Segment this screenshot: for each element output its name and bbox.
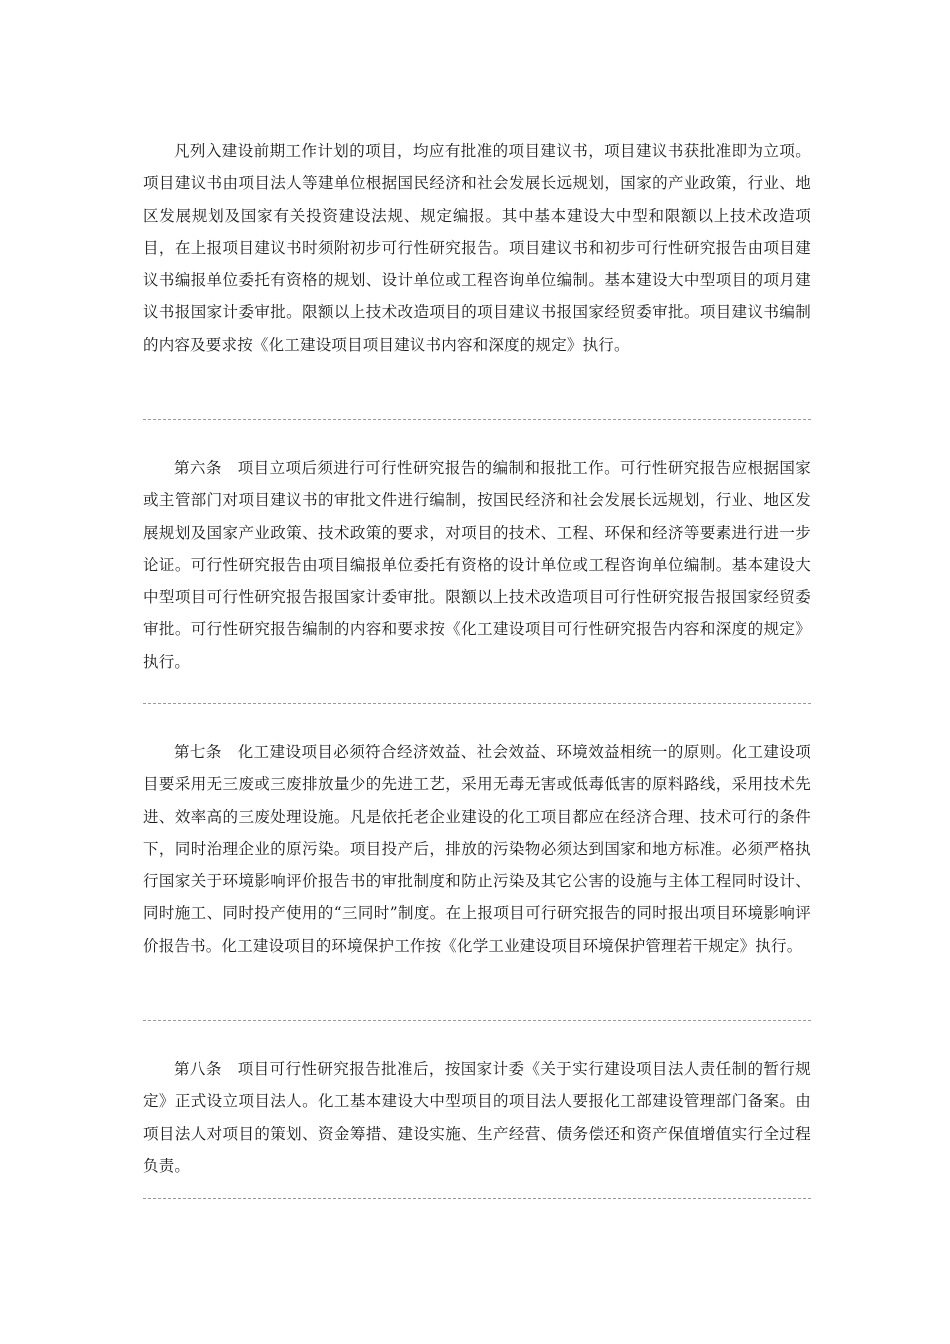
paragraph-block-3 <box>143 736 811 962</box>
paragraph-block-2 <box>143 452 811 678</box>
paragraph-article-8: 第八条 项目可行性研究报告批准后，按国家计委《关于实行建设项目法人责任制的暂行规定》正式设立项目法人。化工基本建设大中型项目的项目法人要报化工部建设管理部门备案。由项目法人对项目的策划、资金筹措、建设实施、生产经营、债务偿还和资产保值增值实行全过程负责。 <box>143 1060 811 1175</box>
dashed-divider-3 <box>143 1020 811 1021</box>
dashed-divider-2 <box>143 703 811 704</box>
paragraph-block-1 <box>143 135 811 361</box>
dashed-divider-1 <box>143 419 811 420</box>
dashed-divider-4 <box>143 1198 811 1199</box>
paragraph-project-proposal: 凡列入建设前期工作计划的项目，均应有批准的项目建议书，项目建议书获批准即为立项。项目建议书由项目法人等建单位根据国民经济和社会发展长远规划，国家的产业政策，行业、地区发展规划及国家有关投资建设法规、规定编报。其中基本建设大中型和限额以上技术改造项目，在上报项目建议书时须附初步可行性研究报告。项目建议书和初步可行性研究报告由项目建议书编报单位委托有资格的规划、设计单位或工程咨询单位编制。基本建设大中型项目的项月建议书报国家计委审批。限额以上技术改造项目的项目建议书报国家经贸委审批。项目建议书编制的内容及要求按《化工建设项目项目建议书内容和深度的规定》执行。 <box>143 142 811 354</box>
paragraph-article-7: 第七条 化工建设项目必须符合经济效益、社会效益、环境效益相统一的原则。化工建设项目要采用无三废或三废排放量少的先进工艺，采用无毒无害或低毒低害的原料路线，采用技术先进、效率高的三废处理设施。凡是依托老企业建设的化工项目都应在经济合理、技术可行的条件下，同时治理企业的原污染。项目投产后，排放的污染物必须达到国家和地方标准。必须严格执行国家关于环境影响评价报告书的审批制度和防止污染及其它公害的设施与主体工程同时设计、同时施工、同时投产使用的“三同时”制度。在上报项目可行研究报告的同时报出项目环境影响评价报告书。化工建设项目的环境保护工作按《化学工业建设项目环境保护管理若干规定》执行。 <box>143 743 811 955</box>
paragraph-block-4 <box>143 1053 811 1182</box>
paragraph-article-6: 第六条 项目立项后须进行可行性研究报告的编制和报批工作。可行性研究报告应根据国家或主管部门对项目建议书的审批文件进行编制，按国民经济和社会发展长远规划，行业、地区发展规划及国家产业政策、技术政策的要求，对项目的技术、工程、环保和经济等要素进行进一步论证。可行性研究报告由项目编报单位委托有资格的设计单位或工程咨询单位编制。基本建设大中型项目可行性研究报告报国家计委审批。限额以上技术改造项目可行性研究报告报国家经贸委审批。可行性研究报告编制的内容和要求按《化工建设项目可行性研究报告内容和深度的规定》执行。 <box>143 459 811 671</box>
